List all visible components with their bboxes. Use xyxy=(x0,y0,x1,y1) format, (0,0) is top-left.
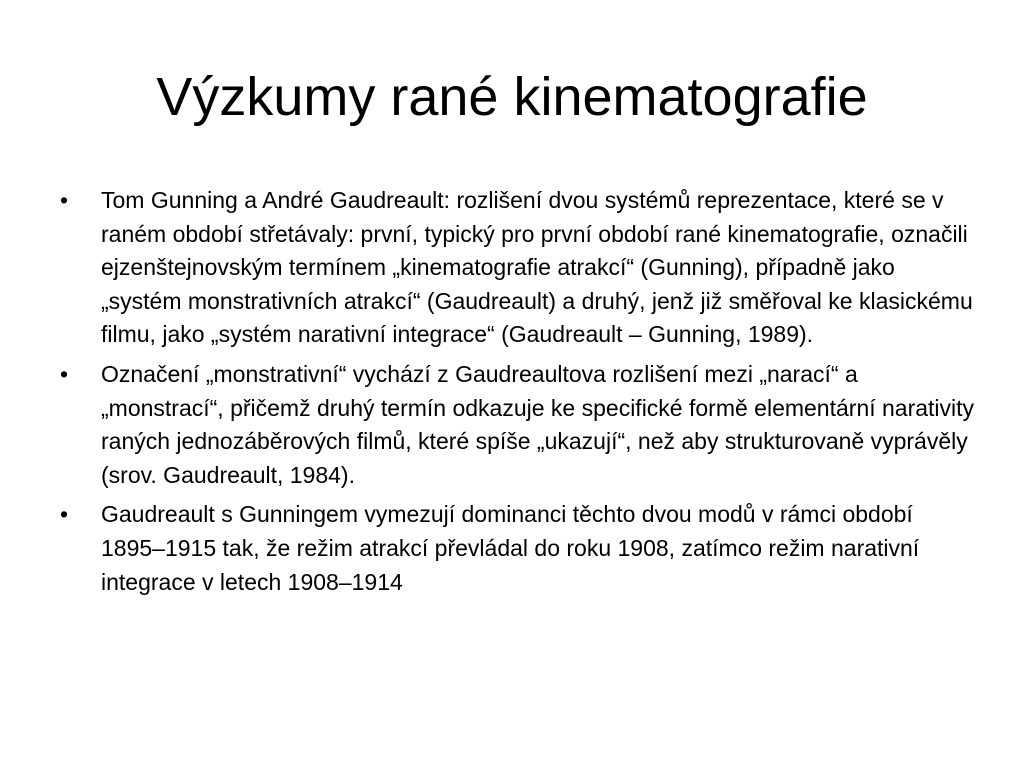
bullet-icon: • xyxy=(60,187,69,213)
slide-title: Výzkumy rané kinematografie xyxy=(156,67,868,127)
bullet-item-2 xyxy=(60,358,980,492)
bullet-text-2: Označení „monstrativní“ vychází z Gaudreaultova rozlišení mezi „narací“ a „monstrací“, přičemž druhý termín odkazuje ke specifické formě elementární narativity raných jednozáběrových filmů, které spíše „ukazují“, než aby strukturovaně vyprávěly (srov. Gaudreault, 1984). xyxy=(101,360,975,488)
bullet-item-1 xyxy=(60,184,980,352)
bullet-icon: • xyxy=(60,501,69,528)
bullet-text-1: Tom Gunning a André Gaudreault: rozlišení dvou systémů reprezentace, které se v raném období střetávaly: první, typický pro první období rané kinematografie, označili ejzenštejnovským termínem „kinematografie atrakcí“ (Gunning), případně jako „systém monstrativních atrakcí“ (Gaudreault) a druhý, jenž již směřoval ke klasickému filmu, jako „systém narativní integrace“ (Gaudreault – Gunning, 1989). xyxy=(101,187,973,348)
bullet-icon: • xyxy=(60,360,69,387)
bullet-item-3 xyxy=(60,498,980,599)
bullet-list xyxy=(60,184,980,605)
bullet-text-3: Gaudreault s Gunningem vymezují dominanci těchto dvou modů v rámci období 1895–1915 tak, že režim atrakcí převládal do roku 1908, zatímco režim narativní integrace v letech 1908–1914 xyxy=(101,501,920,595)
